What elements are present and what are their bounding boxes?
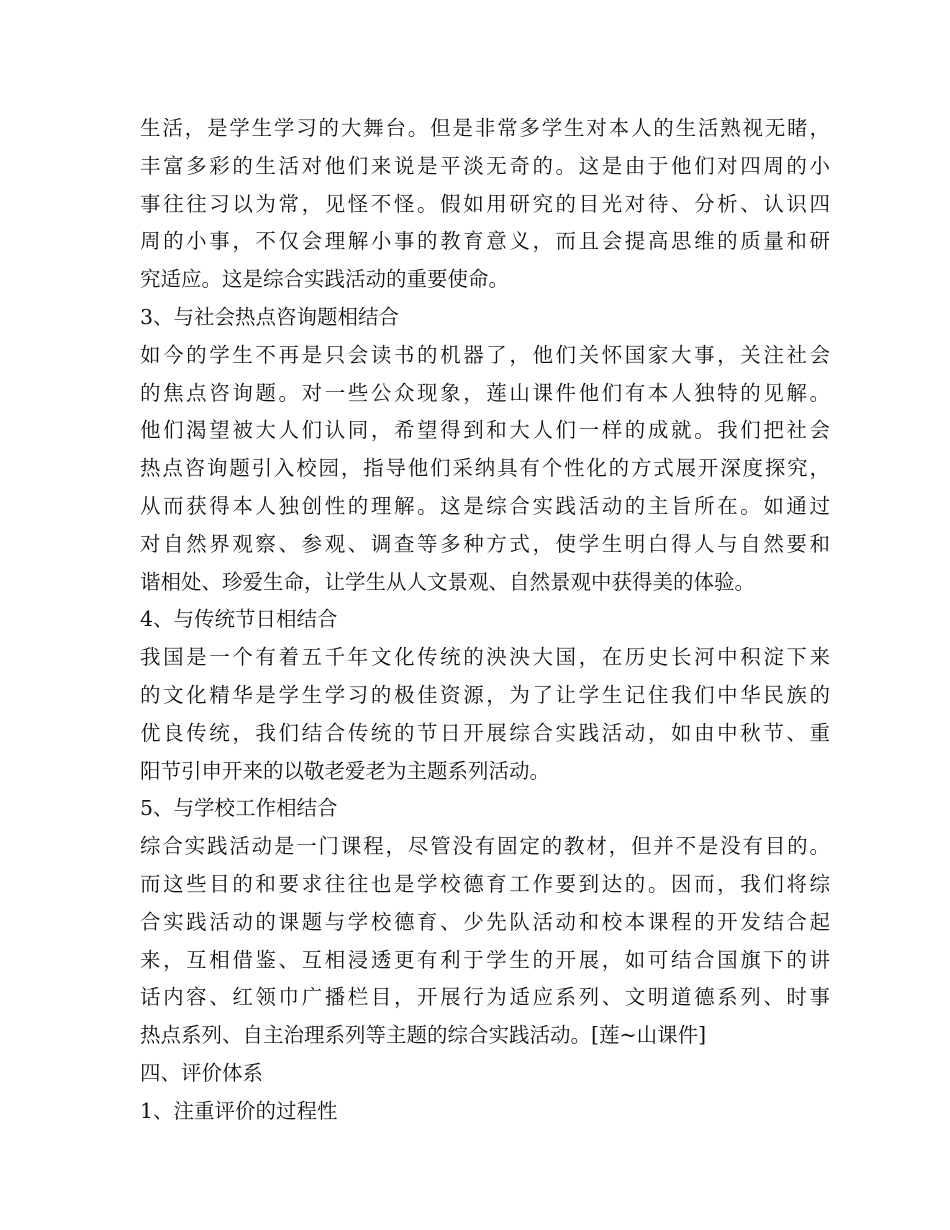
paragraph-line: 合实践活动的课题与学校德育、少先队活动和校本课程的开发结合起 (140, 909, 830, 934)
paragraph-line: 优良传统，我们结合传统的节日开展综合实践活动，如由中秋节、重 (140, 720, 830, 745)
paragraph-line: 我国是一个有着五千年文化传统的泱泱大国，在历史长河中积淀下来 (140, 645, 830, 670)
section-heading: 4、与传统节日相结合 (140, 607, 338, 632)
chapter-heading: 四、评价体系 (140, 1060, 263, 1085)
paragraph-line: 热点系列、自主治理系列等主题的综合实践活动。[莲~山课件] (140, 1023, 707, 1048)
document-body (140, 110, 830, 1131)
paragraph-line: 丰富多彩的生活对他们来说是平淡无奇的。这是由于他们对四周的小 (140, 153, 830, 178)
paragraph-line: 话内容、红领巾广播栏目，开展行为适应系列、文明道德系列、时事 (140, 985, 830, 1010)
section-heading: 1、注重评价的过程性 (140, 1098, 338, 1123)
paragraph-line: 周的小事，不仅会理解小事的教育意义，而且会提高思维的质量和研 (140, 229, 830, 254)
paragraph-line: 对自然界观察、参观、调查等多种方式，使学生明白得人与自然要和 (140, 531, 830, 556)
paragraph-line: 他们渴望被大人们认同，希望得到和大人们一样的成就。我们把社会 (140, 418, 830, 443)
section-heading: 5、与学校工作相结合 (140, 796, 338, 821)
paragraph-line: 究适应。这是综合实践活动的重要使命。 (140, 267, 509, 292)
paragraph-line: 而这些目的和要求往往也是学校德育工作要到达的。因而，我们将综 (140, 871, 830, 896)
paragraph-line: 如今的学生不再是只会读书的机器了，他们关怀国家大事，关注社会 (140, 342, 830, 367)
paragraph-line: 谐相处、珍爱生命，让学生从人文景观、自然景观中获得美的体验。 (140, 569, 755, 594)
paragraph-line: 综合实践活动是一门课程，尽管没有固定的教材，但并不是没有目的。 (140, 834, 830, 859)
paragraph-line: 阳节引申开来的以敬老爱老为主题系列活动。 (140, 758, 550, 783)
paragraph-line: 的文化精华是学生学习的极佳资源，为了让学生记住我们中华民族的 (140, 682, 830, 707)
paragraph-line: 从而获得本人独创性的理解。这是综合实践活动的主旨所在。如通过 (140, 493, 830, 518)
paragraph-line: 来，互相借鉴、互相浸透更有利于学生的开展，如可结合国旗下的讲 (140, 947, 830, 972)
paragraph-line: 的焦点咨询题。对一些公众现象，莲山课件他们有本人独特的见解。 (140, 380, 830, 405)
paragraph-line: 热点咨询题引入校园，指导他们采纳具有个性化的方式展开深度探究， (140, 456, 830, 481)
section-heading: 3、与社会热点咨询题相结合 (140, 304, 400, 329)
paragraph-line: 生活，是学生学习的大舞台。但是非常多学生对本人的生活熟视无睹， (140, 116, 830, 140)
paragraph-line: 事往往习以为常，见怪不怪。假如用研究的目光对待、分析、认识四 (140, 191, 830, 216)
